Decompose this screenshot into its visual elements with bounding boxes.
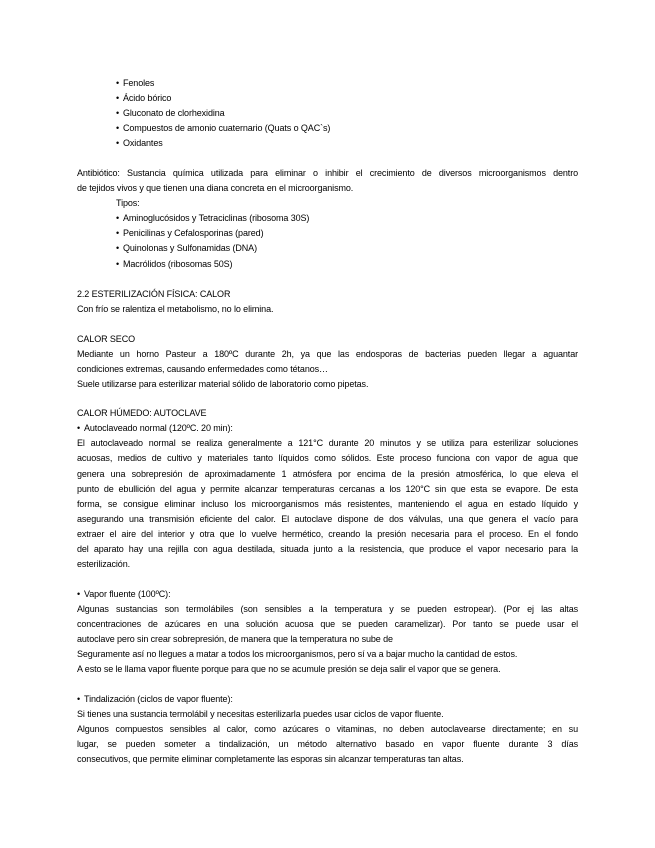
tipo-item-macrolidos: • Macrólidos (ribosomas 50S) [116,257,576,272]
autoclave-line-5: forma, se consigue eliminar incluso los microorganismos más resistentes, manteniendo el agua en estado líquido y [77,499,578,509]
subheading-vapor-fluente: • Vapor fluente (100ºC): [77,587,578,602]
section-heading-calor-humedo: CALOR HÚMEDO: AUTOCLAVE [77,408,207,418]
calor-seco-line-2: condiciones extremas, causando enfermedades como tétanos… [77,364,328,374]
tipos-label: Tipos: [116,198,140,208]
calor-seco-line-3: Suele utilizarse para esterilizar material sólido de laboratorio como pipetas. [77,379,369,389]
tindalizacion-line-4: consecutivos, que permite eliminar completamente las esporas sin alcanzar temperaturas tan altas. [77,754,464,764]
list-item-amonio-cuaternario: • Compuestos de amonio cuaternario (Quats o QAC`s) [116,121,576,136]
list-item-acido-borico: • Ácido bórico [116,91,576,106]
section-heading-calor-seco: CALOR SECO [77,334,136,344]
esterilizacion-text: Con frío se ralentiza el metabolismo, no lo elimina. [77,304,274,314]
autoclave-line-1: El autoclaveado normal se realiza generalmente a 121°C durante 20 minutos y se utiliza para esterilizar soluciones [77,438,578,448]
autoclave-line-9: esterilización. [77,559,131,569]
autoclave-line-4: punto de ebullición del agua y permite alcanzar temperaturas cercanas a los 120°C sin que esta se evapore. De esta [77,484,578,494]
tipo-item-aminoglucosidos: • Aminoglucósidos y Tetraciclinas (ribosoma 30S) [116,211,576,226]
autoclave-line-3: genera una sobrepresión de aproximadamente 1 atmósfera por encima de la presión atmosférica, lo que eleva el [77,469,578,479]
antibiotico-line-1: Antibiótico: Sustancia química utilizada para eliminar o inhibir el crecimiento de diversos microorganismos dentro [77,168,578,178]
autoclave-line-7: extraer el aire del interior y otra que lo vuelve hermético, creando la presión necesaria para el proceso. En el fondo [77,529,578,539]
tindalizacion-line-1: Si tienes una sustancia termolábil y necesitas esterilizarla puedes usar ciclos de vapor fluente. [77,709,444,719]
vapor-fluente-line-4: Seguramente así no llegues a matar a todos los microorganismos, pero sí va a bajar mucho la cantidad de estos. [77,649,518,659]
autoclave-line-2: acuosas, medios de cultivo y materiales tanto líquidos como sólidos. Este proceso funciona con vapor de agua que [77,453,578,463]
calor-seco-line-1: Mediante un horno Pasteur a 180ºC durante 2h, ya que las endosporas de bacterias pueden llegar a aguantar [77,349,578,359]
list-item-fenoles: • Fenoles [116,76,576,91]
autoclave-line-6: asegurando una transmisión eficiente del calor. El autoclave dispone de dos válvulas, una que genera el vacío para [77,514,578,524]
tipo-item-quinolonas: • Quinolonas y Sulfonamidas (DNA) [116,241,576,256]
vapor-fluente-line-1: Algunas sustancias son termolábiles (son sensibles a la temperatura y se pueden estropear). (Por ej las altas [77,604,578,614]
antibiotico-line-2: de tejidos vivos y que tienen una diana concreta en el microorganismo. [77,183,354,193]
tindalizacion-line-2: Algunos compuestos sensibles al calor, como azúcares o vitaminas, no deben autoclavearse directamente; en su [77,724,578,734]
tindalizacion-line-3: lugar, se pueden someter a tindalización, un método alternativo basado en vapor fluente durante 3 días [77,739,578,749]
vapor-fluente-line-2: concentraciones de azúcares en una solución acuosa que se pueden caramelizar). Por tanto se puede usar el [77,619,578,629]
autoclave-line-8: del aparato hay una rejilla con agua destilada, situada junto a la resistencia, que produce el vapor necesario para la [77,544,578,554]
subheading-autoclaveado-normal: • Autoclaveado normal (120ºC. 20 min): [77,421,578,436]
list-item-oxidantes: • Oxidantes [116,136,576,151]
vapor-fluente-line-3: autoclave pero sin crear sobrepresión, de manera que la temperatura no sube de [77,634,393,644]
tipo-item-penicilinas: • Penicilinas y Cefalosporinas (pared) [116,226,576,241]
vapor-fluente-line-5: A esto se le llama vapor fluente porque para que no se acumule presión se deja salir el vapor que se genera. [77,664,501,674]
list-item-clorhexidina: • Gluconato de clorhexidina [116,106,576,121]
subheading-tindalizacion: • Tindalización (ciclos de vapor fluente): [77,692,578,707]
section-heading-esterilizacion: 2.2 ESTERILIZACIÓN FÍSICA: CALOR [77,289,231,299]
